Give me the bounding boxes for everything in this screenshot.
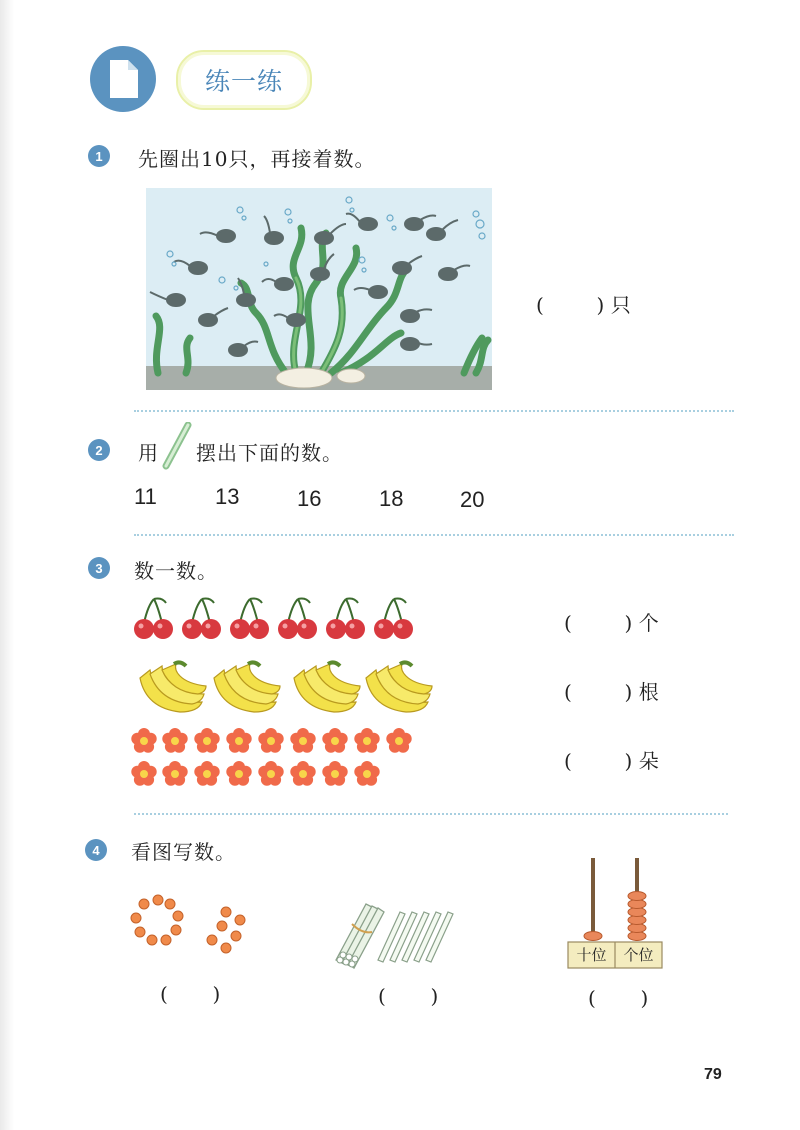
- number-item: 20: [460, 487, 485, 512]
- document-icon: [90, 46, 156, 112]
- answer-open-paren: (: [564, 680, 572, 704]
- sticks-answer[interactable]: [378, 984, 438, 1008]
- divider: [134, 410, 734, 412]
- document-icon-badge: [90, 46, 156, 112]
- question-3-number: 3: [88, 557, 110, 579]
- stick-icon: [158, 422, 194, 472]
- answer-unit: 只: [610, 293, 631, 317]
- answer-close-paren: ): [640, 986, 649, 1010]
- page-number: 79: [704, 1066, 722, 1083]
- answer-close-paren: ): [212, 982, 221, 1006]
- flowers-illustration: [128, 726, 418, 792]
- flowers-answer[interactable]: [564, 745, 659, 774]
- answer-close-paren: ): [624, 611, 633, 635]
- divider: [134, 813, 728, 815]
- abacus-answer[interactable]: [588, 986, 648, 1010]
- bananas-illustration: [134, 656, 434, 716]
- question-3-text: 数一数。: [134, 559, 218, 583]
- answer-unit: 根: [638, 680, 659, 704]
- cherries-answer[interactable]: [564, 607, 659, 636]
- question-4-text: 看图写数。: [131, 840, 236, 864]
- answer-close-paren: ): [430, 984, 439, 1008]
- answer-open-paren: (: [564, 749, 572, 773]
- number-item: 13: [215, 484, 240, 509]
- answer-open-paren: (: [536, 293, 544, 317]
- page-spine: [0, 0, 14, 1130]
- answer-open-paren: (: [160, 982, 168, 1006]
- counters-illustration: [126, 892, 252, 958]
- section-title: 练一练: [176, 50, 312, 110]
- answer-close-paren: ): [624, 749, 633, 773]
- tadpole-pond-illustration: [146, 188, 492, 390]
- sticks-bundle-illustration: [328, 898, 458, 972]
- question-2-text-after: 摆出下面的数。: [196, 441, 343, 465]
- bananas-answer[interactable]: [564, 676, 659, 705]
- question-2-text-before: 用: [138, 441, 159, 465]
- number-item: 18: [379, 486, 404, 511]
- ones-place-label: 个位: [623, 946, 654, 964]
- tens-place-label: 十位: [576, 946, 607, 964]
- answer-close-paren: ): [596, 293, 605, 317]
- question-1-number: 1: [88, 145, 110, 167]
- answer-open-paren: (: [378, 984, 386, 1008]
- cherries-illustration: [130, 595, 420, 641]
- answer-close-paren: ): [624, 680, 633, 704]
- question-2-number: 2: [88, 439, 110, 461]
- answer-open-paren: (: [564, 611, 572, 635]
- question-4-number: 4: [85, 839, 107, 861]
- divider: [134, 534, 734, 536]
- counters-answer[interactable]: [160, 982, 220, 1006]
- number-item: 11: [134, 484, 157, 509]
- question-1-text: 先圈出10只，再接着数。: [138, 147, 376, 171]
- question-1-answer[interactable]: [536, 289, 631, 318]
- answer-unit: 个: [638, 611, 659, 635]
- answer-open-paren: (: [588, 986, 596, 1010]
- answer-unit: 朵: [638, 749, 659, 773]
- number-item: 16: [297, 486, 322, 511]
